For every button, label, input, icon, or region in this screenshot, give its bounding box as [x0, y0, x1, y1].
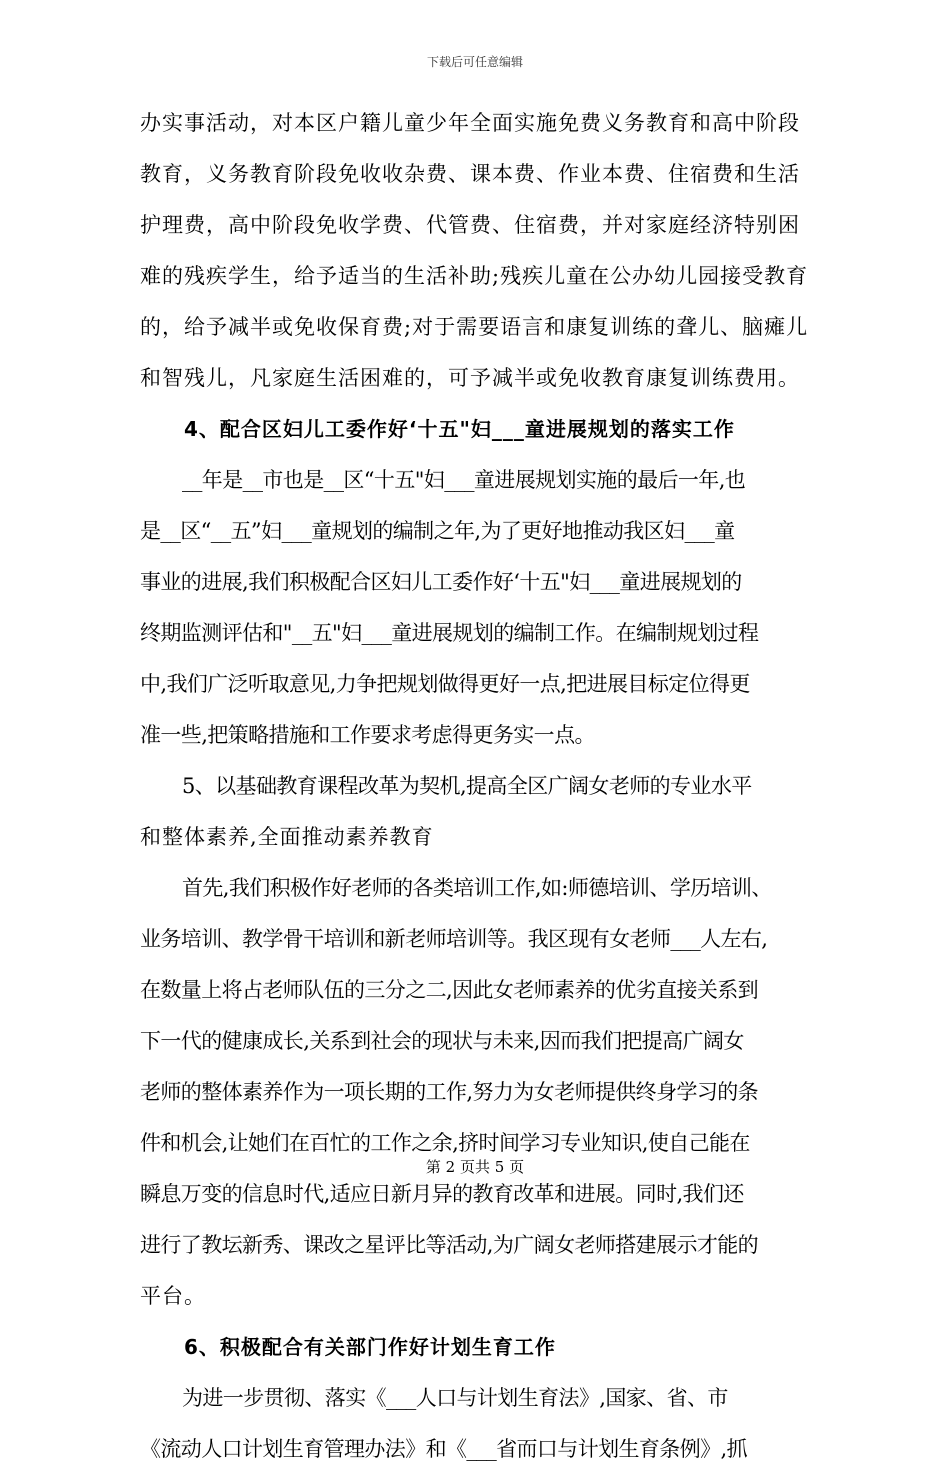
page-footer: 第 2 页共 5 页: [425, 1158, 525, 1176]
paragraph-line: 进行了教坛新秀、课改之星评比等活动,为广阔女老师搭建展示才能的: [140, 1233, 759, 1257]
paragraph-line: 办实事活动，对本区户籍儿童少年全面实施免费义务教育和高中阶段: [140, 111, 800, 135]
paragraph-line: 《流动人口计划生育管理办法》和《___省而口与计划生育条例》,抓: [140, 1437, 747, 1461]
paragraph-line: 准一些,把策略措施和工作要求考虑得更务实一点。: [140, 723, 595, 747]
page-header: 下载后可任意编辑: [426, 55, 523, 69]
paragraph-line: 难的残疾学生，给予适当的生活补助;残疾儿童在公办幼儿园接受教育: [140, 264, 809, 288]
paragraph-line: 教育，义务教育阶段免收收杂费、课本费、作业本费、住宿费和生活: [140, 162, 800, 186]
paragraph-line: 为进一步贯彻、落实《___人口与计划生育法》,国家、省、市: [182, 1386, 728, 1410]
paragraph-line: 在数量上将占老师队伍的三分之二,因此女老师素养的优劣直接关系到: [140, 978, 759, 1002]
paragraph-line: 平台。: [140, 1284, 206, 1308]
paragraph-line: 事业的进展,我们积极配合区妇儿工委作好‘十五"妇___童进展规划的: [140, 570, 742, 594]
paragraph-line: 件和机会,让她们在百忙的工作之余,挤时间学习专业知识,使自己能在: [140, 1131, 750, 1155]
section-heading: 6、积极配合有关部门作好计划生育工作: [184, 1335, 556, 1359]
section-heading: 4、配合区妇儿工委作好‘十五"妇___童进展规划的落实工作: [184, 417, 735, 441]
paragraph-line: 业务培训、教学骨干培训和新老师培训等。我区现有女老师___人左右,: [140, 927, 768, 951]
paragraph-line: 下一代的健康成长,关系到社会的现状与未来,因而我们把提高广阔女: [140, 1029, 744, 1053]
paragraph-line: 是__区“__五”妇___童规划的编制之年,为了更好地推动我区妇___童: [140, 519, 735, 543]
paragraph-line: 老师的整体素养作为一项长期的工作,努力为女老师提供终身学习的条: [140, 1080, 759, 1104]
paragraph-line: __年是__市也是__区“十五"妇___童进展规划实施的最后一年,也: [182, 468, 746, 492]
paragraph-line: 和智残儿，凡家庭生活困难的，可予减半或免收教育康复训练费用。: [140, 366, 800, 390]
paragraph-line: 5、以基础教育课程改革为契机,提高全区广阔女老师的专业水平: [182, 774, 752, 798]
paragraph-line: 的，给予减半或免收保育费;对于需要语言和康复训练的聋儿、脑瘫儿: [140, 315, 809, 339]
paragraph-line: 首先,我们积极作好老师的各类培训工作,如:师德培训、学历培训、: [182, 876, 772, 900]
paragraph-line: 和整体素养,全面推动素养教育: [140, 825, 434, 849]
paragraph-line: 瞬息万变的信息时代,适应日新月异的教育改革和进展。同时,我们还: [140, 1182, 744, 1206]
paragraph-line: 中,我们广泛听取意见,力争把规划做得更好一点,把进展目标定位得更: [140, 672, 750, 696]
document-body: [140, 98, 820, 1475]
paragraph-line: 终期监测评估和"__五"妇___童进展规划的编制工作。在编制规划过程: [140, 621, 759, 645]
paragraph-line: 护理费，高中阶段免收学费、代管费、住宿费，并对家庭经济特别困: [140, 213, 800, 237]
